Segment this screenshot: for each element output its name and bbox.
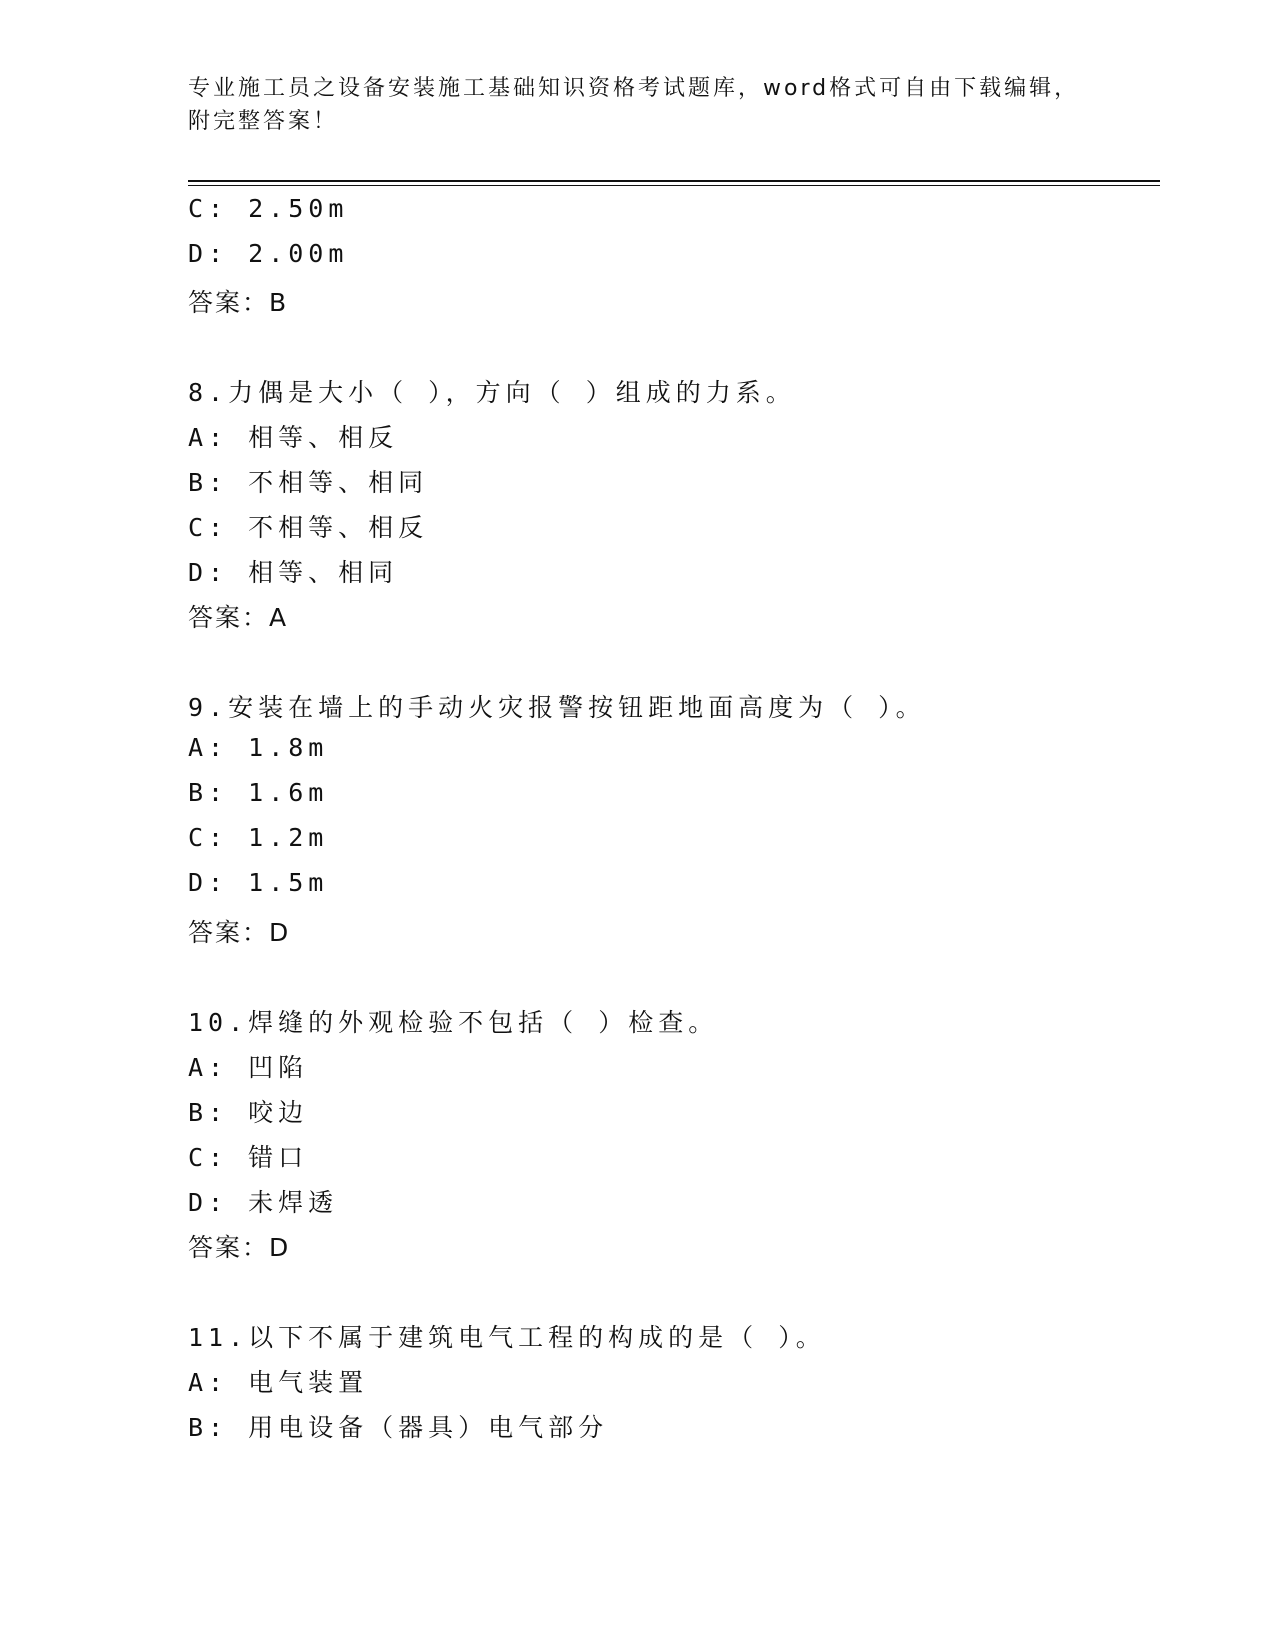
q10-answer: 答案：D [188,1233,291,1262]
q10-option-d: D: 未焊透 [188,1188,339,1217]
q8-option-c: C: 不相等、相反 [188,513,429,542]
q10-option-b: B: 咬边 [188,1098,309,1127]
header-line-1: 专业施工员之设备安装施工基础知识资格考试题库，word格式可自由下载编辑， [188,76,1080,101]
document-header [188,72,1088,138]
q11-option-a: A: 电气装置 [188,1368,369,1397]
q7-option-d: D: 2.00m [188,239,349,268]
q9-answer: 答案：D [188,918,291,947]
q8-option-d: D: 相等、相同 [188,558,399,587]
q9-option-b: B: 1.6m [188,778,329,807]
q8-answer: 答案：A [188,603,289,632]
q9-option-d: D: 1.5m [188,868,329,897]
q9-option-c: C: 1.2m [188,823,329,852]
q8-stem: 8.力偶是大小（ ），方向（ ）组成的力系。 [188,378,796,407]
q11-stem: 11.以下不属于建筑电气工程的构成的是（ ）。 [188,1323,826,1352]
q10-option-a: A: 凹陷 [188,1053,309,1082]
q10-stem: 10.焊缝的外观检验不包括（ ）检查。 [188,1008,719,1037]
header-line-2: 附完整答案！ [188,109,339,134]
q7-answer: 答案：B [188,288,289,317]
q9-stem: 9.安装在墙上的手动火灾报警按钮距地面高度为（ ）。 [188,693,926,722]
header-divider [188,180,1160,182]
q9-option-a: A: 1.8m [188,733,329,762]
q8-option-a: A: 相等、相反 [188,423,399,452]
q10-option-c: C: 错口 [188,1143,309,1172]
q8-option-b: B: 不相等、相同 [188,468,429,497]
q11-option-b: B: 用电设备（器具）电气部分 [188,1413,609,1442]
q7-option-c: C: 2.50m [188,194,349,223]
header-divider-thin [188,185,1160,186]
